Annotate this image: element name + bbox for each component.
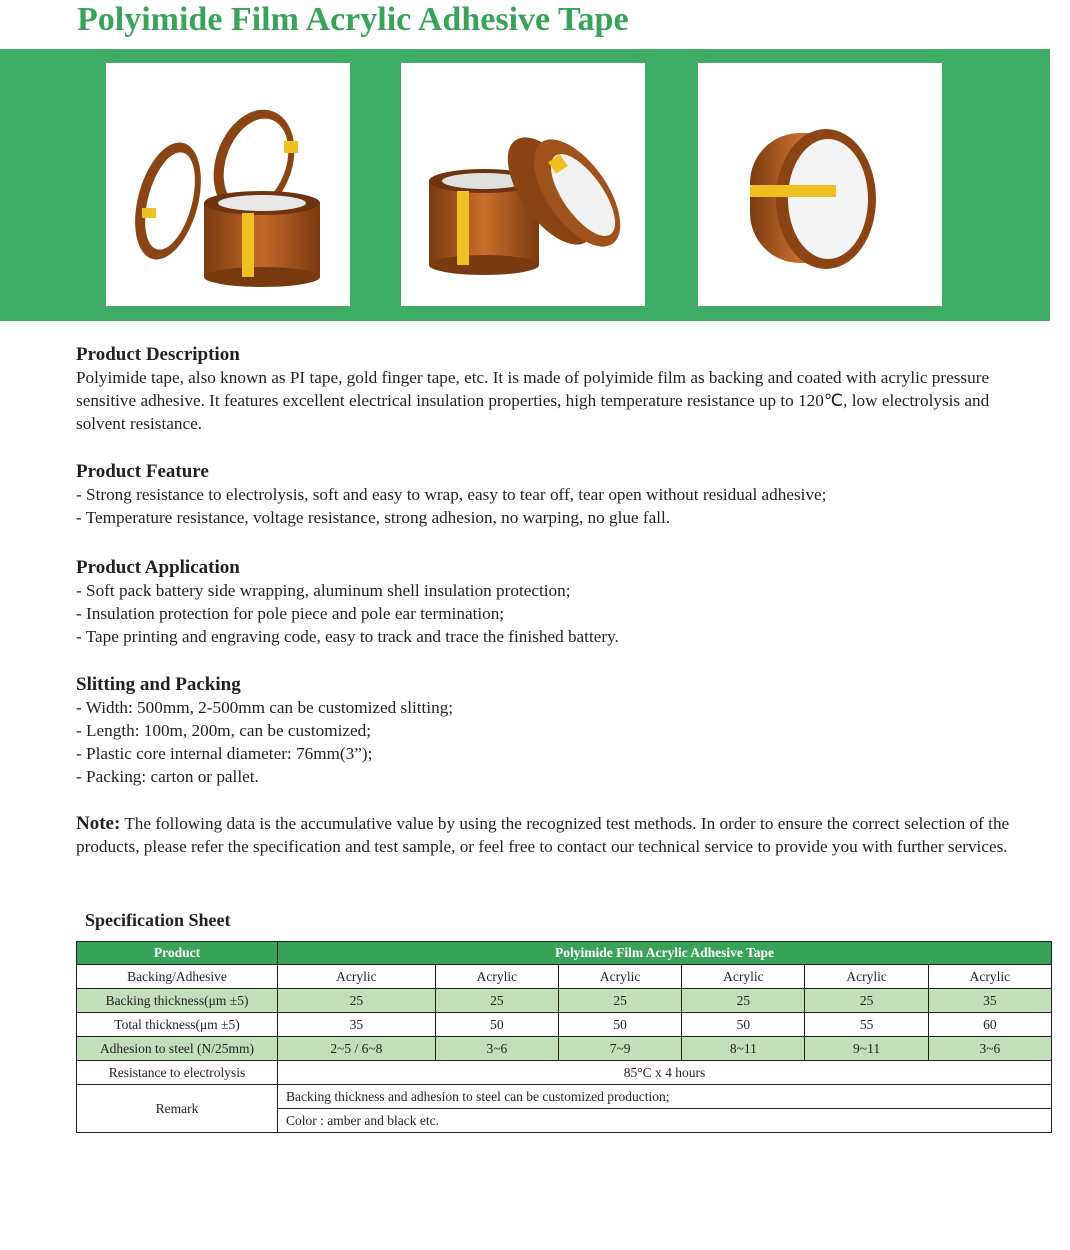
- product-photo-2: [401, 63, 645, 306]
- product-application-section: [76, 556, 1036, 648]
- product-description-section: [76, 343, 1036, 435]
- remark-line: Backing thickness and adhesion to steel can be customized production;: [278, 1085, 1052, 1109]
- table-cell: Acrylic: [559, 965, 682, 989]
- product-photo-3: [698, 63, 942, 306]
- electrolysis-value-cell: 85°C x 4 hours: [278, 1061, 1052, 1085]
- table-cell: 25: [805, 989, 928, 1013]
- product-header-cell: Product: [77, 942, 278, 965]
- table-cell: 25: [278, 989, 436, 1013]
- table-cell: 3~6: [928, 1037, 1051, 1061]
- table-cell: 35: [928, 989, 1051, 1013]
- table-cell: 60: [928, 1013, 1051, 1037]
- note-section: [76, 812, 1036, 858]
- table-cell: 55: [805, 1013, 928, 1037]
- packing-item: - Width: 500mm, 2-500mm can be customized slitting;: [76, 698, 454, 717]
- product-feature-section: [76, 460, 1036, 529]
- product-application-heading: Product Application: [76, 557, 240, 578]
- application-item: - Tape printing and engraving code, easy to track and trace the finished battery.: [76, 627, 619, 646]
- table-header-row: [77, 942, 1052, 965]
- table-cell: Acrylic: [928, 965, 1051, 989]
- packing-item: - Length: 100m, 200m, can be customized;: [76, 721, 371, 740]
- product-feature-heading: Product Feature: [76, 461, 209, 482]
- table-cell: 25: [682, 989, 805, 1013]
- specification-table: [76, 941, 1052, 1133]
- product-photo-1: [106, 63, 350, 306]
- remark-label: Remark: [77, 1085, 278, 1133]
- packing-item: - Packing: carton or pallet.: [76, 767, 259, 786]
- feature-item: - Strong resistance to electrolysis, soft and easy to wrap, easy to tear off, tear open without residual adhesive;: [76, 485, 827, 504]
- table-cell: 25: [559, 989, 682, 1013]
- spec-sheet-title: Specification Sheet: [85, 910, 231, 930]
- remark-line: Color : amber and black etc.: [278, 1109, 1052, 1133]
- application-item: - Insulation protection for pole piece and pole ear termination;: [76, 604, 505, 623]
- table-row: [77, 1085, 1052, 1109]
- product-image-banner: [0, 49, 1050, 321]
- page-title: Polyimide Film Acrylic Adhesive Tape: [77, 1, 629, 38]
- table-cell: Acrylic: [435, 965, 558, 989]
- table-cell: Acrylic: [805, 965, 928, 989]
- table-row: [77, 1037, 1052, 1061]
- slitting-packing-heading: Slitting and Packing: [76, 674, 241, 695]
- table-row: [77, 1061, 1052, 1085]
- table-cell: 25: [435, 989, 558, 1013]
- table-row: [77, 965, 1052, 989]
- product-name-header-cell: Polyimide Film Acrylic Adhesive Tape: [278, 942, 1052, 965]
- packing-item: - Plastic core internal diameter: 76mm(3”);: [76, 744, 373, 763]
- table-cell: 50: [682, 1013, 805, 1037]
- row-label: Adhesion to steel (N/25mm): [77, 1037, 278, 1061]
- note-text: The following data is the accumulative value by using the recognized test methods. In order to ensure the correct selection of the products, please refer the specification and test sample, or feel free to contact our technical service to provide you with further services.: [76, 814, 1010, 856]
- row-label: Total thickness(μm ±5): [77, 1013, 278, 1037]
- table-cell: 2~5 / 6~8: [278, 1037, 436, 1061]
- table-cell: 35: [278, 1013, 436, 1037]
- table-cell: 9~11: [805, 1037, 928, 1061]
- row-label: Backing thickness(μm ±5): [77, 989, 278, 1013]
- table-cell: 50: [559, 1013, 682, 1037]
- table-row: [77, 989, 1052, 1013]
- slitting-packing-section: [76, 673, 1036, 788]
- row-label: Resistance to electrolysis: [77, 1061, 278, 1085]
- feature-item: - Temperature resistance, voltage resistance, strong adhesion, no warping, no glue fall.: [76, 508, 671, 527]
- table-cell: 50: [435, 1013, 558, 1037]
- table-cell: Acrylic: [278, 965, 436, 989]
- product-description-text: Polyimide tape, also known as PI tape, gold finger tape, etc. It is made of polyimide film as backing and coated with acrylic pressure sensitive adhesive. It features excellent electrical insulation properties, high temperature resistance up to 120℃, low electrolysis and solvent resistance.: [76, 368, 990, 433]
- note-label: Note:: [76, 813, 121, 834]
- table-cell: 7~9: [559, 1037, 682, 1061]
- product-description-heading: Product Description: [76, 344, 240, 365]
- table-row: [77, 1013, 1052, 1037]
- application-item: - Soft pack battery side wrapping, aluminum shell insulation protection;: [76, 581, 571, 600]
- table-cell: 3~6: [435, 1037, 558, 1061]
- table-cell: Acrylic: [682, 965, 805, 989]
- row-label: Backing/Adhesive: [77, 965, 278, 989]
- table-cell: 8~11: [682, 1037, 805, 1061]
